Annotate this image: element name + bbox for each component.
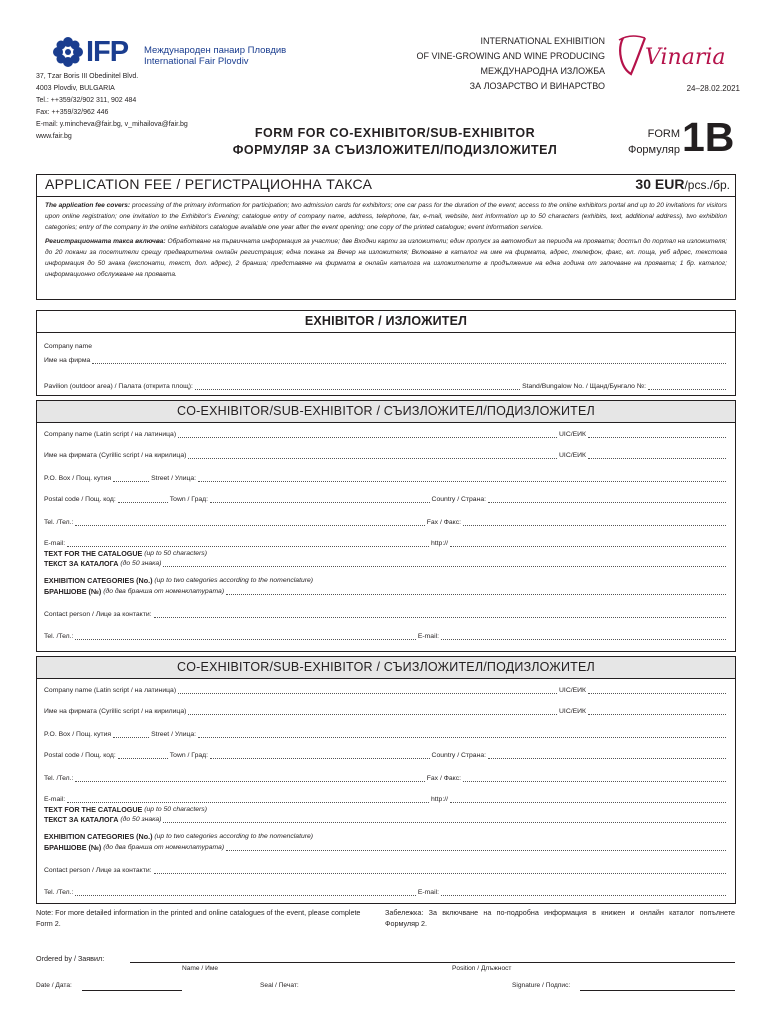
fee-price: 30 EUR/pcs./бр. <box>635 176 730 192</box>
position-caption: Position / Длъжност <box>452 965 512 972</box>
exhibitor-title: EXHIBITOR / ИЗЛОЖИТЕЛ <box>37 311 735 333</box>
fair-logo-text: IFP <box>86 36 129 68</box>
exhibitor-section <box>36 310 736 396</box>
contact-person-row[interactable]: Contact person / Лице за контакти: <box>44 866 728 875</box>
form-number: 1B <box>682 114 735 160</box>
organizer-name: Международен панаир Пловдив International Fair Plovdiv <box>144 45 287 67</box>
name-caption: Name / Име <box>182 965 219 972</box>
categories-label-en: EXHIBITION CATEGORIES (No.) (up to two categories according to the nomenclature) <box>44 832 314 841</box>
company-latin-row[interactable]: Company name (Latin script / на латиница) UIC/ЕИК <box>44 430 728 439</box>
pobox-street-row[interactable]: P.O. Box / Пощ. кутия Street / Улица: <box>44 730 728 739</box>
vinaria-logo <box>615 30 735 80</box>
pavilion-stand-row: Pavilion (outdoor area) / Палата (открита площ): Stand/Bungalow No. / Щанд/Бунгало №: <box>44 382 728 391</box>
categories-label-en: EXHIBITION CATEGORIES (No.) (up to two categories according to the nomenclature) <box>44 576 314 585</box>
categories-field[interactable]: БРАНШОВЕ (№) (до два бранша от номенклатурата) <box>44 587 728 596</box>
seal-label: Seal / Печат: <box>260 982 299 989</box>
co-exhibitor-title-2: CO-EXHIBITOR/SUB-EXHIBITOR / СЪИЗЛОЖИТЕЛ/ПОДИЗЛОЖИТЕЛ <box>37 657 735 679</box>
company-name-label: Company name <box>44 343 92 350</box>
catalogue-text-field[interactable]: ТЕКСТ ЗА КАТАЛОГА (до 50 знака) <box>44 815 728 824</box>
catalogue-text-label-en: TEXT FOR THE CATALOGUE (up to 50 characters) <box>44 805 207 814</box>
pavilion-field[interactable] <box>195 384 520 390</box>
contact-tel-email-row[interactable]: Tel. /Тел.: E-mail: <box>44 888 728 897</box>
ordered-by-field[interactable] <box>130 962 735 963</box>
form-title: FORM FOR CO-EXHIBITOR/SUB-EXHIBITOR ФОРМУЛЯР ЗА СЪИЗЛОЖИТЕЛ/ПОДИЗЛОЖИТЕЛ <box>232 126 558 157</box>
catalogue-text-label-en: TEXT FOR THE CATALOGUE (up to 50 characters) <box>44 549 207 558</box>
company-cyrillic-row[interactable]: Име на фирмата (Cyrillic script / на кирилица) UIC/ЕИК <box>44 707 728 716</box>
date-field[interactable] <box>82 990 182 991</box>
company-latin-row[interactable]: Company name (Latin script / на латиница) UIC/ЕИК <box>44 686 728 695</box>
contact-person-row[interactable]: Contact person / Лице за контакти: <box>44 610 728 619</box>
email-http-row[interactable]: E-mail: http:// <box>44 795 728 804</box>
company-cyrillic-row[interactable]: Име на фирмата (Cyrillic script / на кирилица) UIC/ЕИК <box>44 451 728 460</box>
note-bg: Забележка: За включване на по-подробна информация в книжен и онлайн каталог попълнете Формуляр 2. <box>385 908 735 928</box>
tel-fax-row[interactable]: Tel. /Тел.: Fax / Факс: <box>44 518 728 527</box>
date-label: Date / Дата: <box>36 982 72 989</box>
catalogue-text-field[interactable]: ТЕКСТ ЗА КАТАЛОГА (до 50 знака) <box>44 559 728 568</box>
company-name-field[interactable]: Име на фирма <box>44 356 728 365</box>
email-http-row[interactable]: E-mail: http:// <box>44 539 728 548</box>
exhibition-title: INTERNATIONAL EXHIBITION OF VINE-GROWING AND WINE PRODUCING МЕЖДУНАРОДНА ИЗЛОЖБА ЗА ЛОЗАРСТВО И ВИНАРСТВО <box>416 36 605 91</box>
ordered-by-label: Ordered by / Заявил: <box>36 954 105 963</box>
vinaria-logo-text: Vinaria <box>645 45 726 70</box>
fee-title: APPLICATION FEE / РЕГИСТРАЦИОННА ТАКСА <box>45 176 373 192</box>
signature-field[interactable] <box>580 990 735 991</box>
note-en: Note: For more detailed information in the printed and online catalogues of the event, please complete Form 2. <box>36 908 361 928</box>
organizer-address: 37, Tzar Boris III Obedinitel Blvd. 4003 Plovdiv, BULGARIA Tel.: ++359/32/902 311, 902 484 Fax: ++359/32/962 446 E-mail: y.mincheva@fair.bg, v_mihailova@fair.bg www.fair.bg <box>36 73 188 140</box>
fee-description: The application fee covers: processing of the primary information for participation; two admission cards for exhibitors; one car pass for the duration of the event; access to the online exhibitors portal and up to 20 invitations for visitors upon online registration; one invitation to the Exhibitor's Evening; catalogue entry of company name, address, telephone, fax, e-mail, website, text information up to 50 characters (exhibits, text, additional address), two exhibition categories; entry of the company in the online exhibitors catalogue available one year after the event opening; one copy of the printed catalogue; event information service. Регистрационната такса включва: Обработване на първичната информация за участие; две Входни карти за изложители; един пропуск за автомобил за периода на проявата; достъп до портал на изложителя; до 20 покани за посетители срещу предварителна онлайн регистрация; една покана за Вечер на изложителя; Вклюване в каталог на име на фирмата, адрес, телефон, факс, ел. поща, уеб адрес, текстова информация до 50 знака (експонати, текст, доп. адрес), 2 бранша; представяне на фирмата в онлайн каталога на изложителите в продължение на една година от започване на проявата; 1 бр. каталог; информационно обслужване на проявата. <box>36 196 736 300</box>
co-exhibitor-section-1 <box>36 400 736 652</box>
signature-label: Signature / Подпис: <box>512 982 571 989</box>
contact-tel-email-row[interactable]: Tel. /Тел.: E-mail: <box>44 632 728 641</box>
fair-logo-flower-icon <box>52 36 84 68</box>
postal-town-country-row[interactable]: Postal code / Пощ. код: Town / Град: Country / Страна: <box>44 751 728 760</box>
co-exhibitor-title-1: CO-EXHIBITOR/SUB-EXHIBITOR / СЪИЗЛОЖИТЕЛ/ПОДИЗЛОЖИТЕЛ <box>37 401 735 423</box>
pobox-street-row[interactable]: P.O. Box / Пощ. кутия Street / Улица: <box>44 474 728 483</box>
tel-fax-row[interactable]: Tel. /Тел.: Fax / Факс: <box>44 774 728 783</box>
co-exhibitor-section-2 <box>36 656 736 904</box>
categories-field[interactable]: БРАНШОВЕ (№) (до два бранша от номенклатурата) <box>44 843 728 852</box>
exhibition-dates: 24–28.02.2021 <box>686 84 740 93</box>
stand-field[interactable] <box>648 384 726 390</box>
postal-town-country-row[interactable]: Postal code / Пощ. код: Town / Град: Country / Страна: <box>44 495 728 504</box>
form-label: FORM Формуляр <box>627 128 680 156</box>
